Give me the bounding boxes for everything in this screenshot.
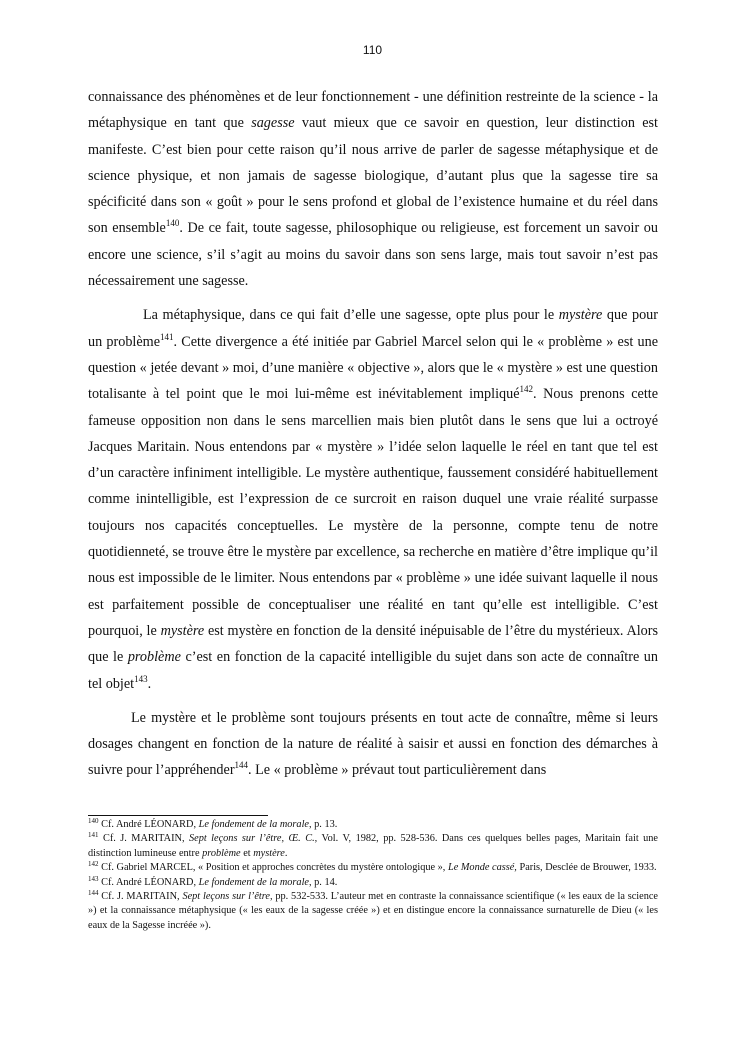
- footnote: [88, 890, 658, 933]
- text-run: est mystère en fonction de la densité inépuisable de l’être du mystérieux. Alors que le: [88, 622, 659, 666]
- italic-text: Le Monde cassé,: [447, 862, 517, 874]
- italic-text: problème: [202, 847, 241, 859]
- footnote-ref: 143: [134, 673, 148, 684]
- footnote-ref: 142: [88, 860, 99, 869]
- text-run: .: [147, 675, 152, 692]
- footnote: [88, 876, 658, 890]
- text-run: Cf. André LÉONARD,: [98, 819, 199, 830]
- footnote-ref: 141: [160, 331, 174, 342]
- italic-text: mystère: [558, 307, 603, 324]
- italic-text: Sept leçons sur l’être,: [182, 891, 273, 903]
- text-run: . De ce fait, toute sagesse, philosophique ou religieuse, est forcement un savoir ou encore une science, s’il s’agit au moins du savoir dans son sens large, mais tout savoir n’est pas nécessairement une sagesse.: [88, 220, 658, 290]
- italic-text: mystère: [160, 622, 205, 639]
- footnote: [88, 818, 658, 832]
- text-run: vaut mieux que ce savoir en question, leur distinction est manifeste. C’est bien pour cette raison qu’il nous arrive de parler de sagesse métaphysique et de science physique, et non jamais de sagesse biologique, d’autant plus que la sagesse tire sa spécificité dans son « goût » pour le sens profond et global de l’existence humaine et du réel dans son ensemble: [88, 115, 658, 237]
- footnote-ref: 140: [88, 817, 99, 825]
- italic-text: problème: [127, 649, 181, 666]
- paragraph: [88, 302, 658, 696]
- text-run: . Cette divergence a été initiée par Gabriel Marcel selon qui le « problème » est une question « jetée devant » moi, d’une manière « objective », alors que le « mystère » est une question totalisante à tel point que le moi lui-même est inévitablement impliqué: [88, 333, 659, 403]
- body-text: [88, 84, 658, 784]
- italic-text: Le fondement de la morale: [198, 819, 309, 830]
- text-run: , p. 13.: [309, 819, 338, 830]
- italic-text: sagesse: [251, 115, 295, 132]
- footnote-ref: 144: [88, 889, 99, 898]
- text-run: Le mystère et le problème sont toujours présents en tout acte de connaître, même si leurs dosages changent en fonction de la nature de réalité à saisir et aussi en fonction des démarches à suivre pour l’appréhender: [88, 709, 658, 779]
- footnote-ref: 142: [519, 384, 534, 395]
- text-run: . Le « problème » prévaut tout particulièrement dans: [248, 762, 547, 779]
- italic-text: mystère: [253, 847, 285, 859]
- text-run: La métaphysique, dans ce qui fait d’elle une sagesse, opte plus pour le: [143, 307, 559, 324]
- text-run: Vol. V, 1982, pp. 528-536. Dans ces quelques belles pages, Maritain fait une distinction lumineuse entre: [88, 833, 658, 859]
- text-run: Cf. Gabriel MARCEL, « Position et approches concrètes du mystère ontologique »,: [98, 862, 448, 874]
- text-run: pp. 532-533. L’auteur met en contraste la connaissance scientifique (« les eaux de la science ») et la connaissance métaphysique (« les eaux de la sagesse créée ») et en distingue encore la connaissance surnaturelle de Dieu (« les eaux de la Sagesse incréée »).: [88, 891, 658, 931]
- text-run: que pour un problème: [88, 307, 658, 350]
- text-run: et: [240, 847, 254, 859]
- footnote-ref: 144: [234, 760, 249, 771]
- footnote-ref: 140: [165, 218, 180, 229]
- text-run: .: [284, 847, 288, 859]
- text-run: connaissance des phénomènes et de leur fonctionnement - une définition restreinte de la science - la métaphysique en tant que: [88, 89, 658, 132]
- text-run: Cf. J. MARITAIN,: [98, 833, 189, 845]
- paragraph: [88, 84, 658, 294]
- footnote: [88, 861, 658, 875]
- paragraph: [88, 705, 658, 784]
- text-run: Paris, Desclée de Brouwer, 1933.: [516, 862, 657, 874]
- footnote: [88, 832, 658, 861]
- text-run: Cf. André LÉONARD,: [98, 876, 199, 888]
- footnote-ref: 143: [88, 874, 99, 883]
- text-run: . Nous prenons cette fameuse opposition non dans le sens marcellien mais bien plutôt dans le sens que lui a octroyé Jacques Maritain. Nous entendons par « mystère » l’idée selon laquelle le réel en tant que tel est d’un caractère infiniment intelligible. Le mystère authentique, faussement considéré habituellement comme inintelligible, est l’expression de ce surcroit en raison duquel une vraie réalité surpasse toujours nos capacités conceptuelles. Le mystère de la personne, compte tenu de notre quotidienneté, se trouve être le mystère par excellence, sa recherche en matière d’être implique qu’il nous est impossible de le limiter. Nous entendons par « problème » une idée suivant laquelle il nous est parfaitement possible de conceptualiser une réalité en tant qu’elle est intelligible. C’est pourquoi, le: [88, 386, 658, 639]
- footnotes: [88, 818, 658, 933]
- italic-text: Le fondement de la morale: [198, 876, 309, 888]
- text-run: c’est en fonction de la capacité intelligible du sujet dans son acte de connaître un tel objet: [88, 649, 658, 692]
- italic-text: Sept leçons sur l’être, Œ. C.,: [188, 833, 318, 845]
- page-number: 110: [362, 43, 383, 57]
- text-run: , p. 14.: [309, 876, 338, 888]
- footnote-separator: [88, 815, 268, 816]
- footnote-ref: 141: [88, 831, 99, 840]
- text-run: Cf. J. MARITAIN,: [98, 891, 183, 903]
